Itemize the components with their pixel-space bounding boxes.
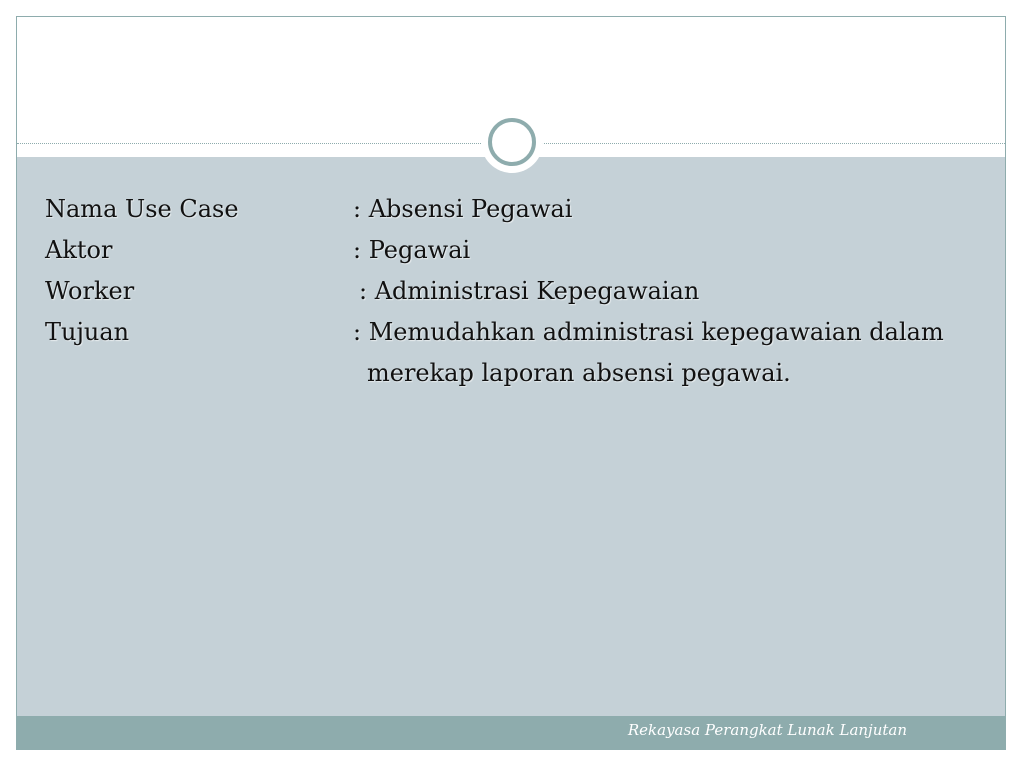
row-label-aktor: Aktor [45,236,113,264]
footer-course-title: Rekayasa Perangkat Lunak Lanjutan [627,721,907,739]
slide-footer [17,716,1005,750]
slide-content-area [17,157,1005,716]
row-value-aktor: : Pegawai [353,236,471,264]
ring-inner-circle [488,118,536,166]
slide [16,16,1006,750]
row-value-tujuan: : Memudahkan administrasi kepegawaian dalam [353,318,944,346]
row-label-nama-use-case: Nama Use Case [45,195,239,223]
row-value-worker: : Administrasi Kepegawaian [359,277,700,305]
row-label-tujuan: Tujuan [45,318,130,346]
row-value-tujuan-continuation: merekap laporan absensi pegawai. [367,359,791,387]
ring-ornament-icon [481,111,543,173]
row-label-worker: Worker [45,277,135,305]
use-case-details [17,157,1005,716]
row-value-nama-use-case: : Absensi Pegawai [353,195,573,223]
